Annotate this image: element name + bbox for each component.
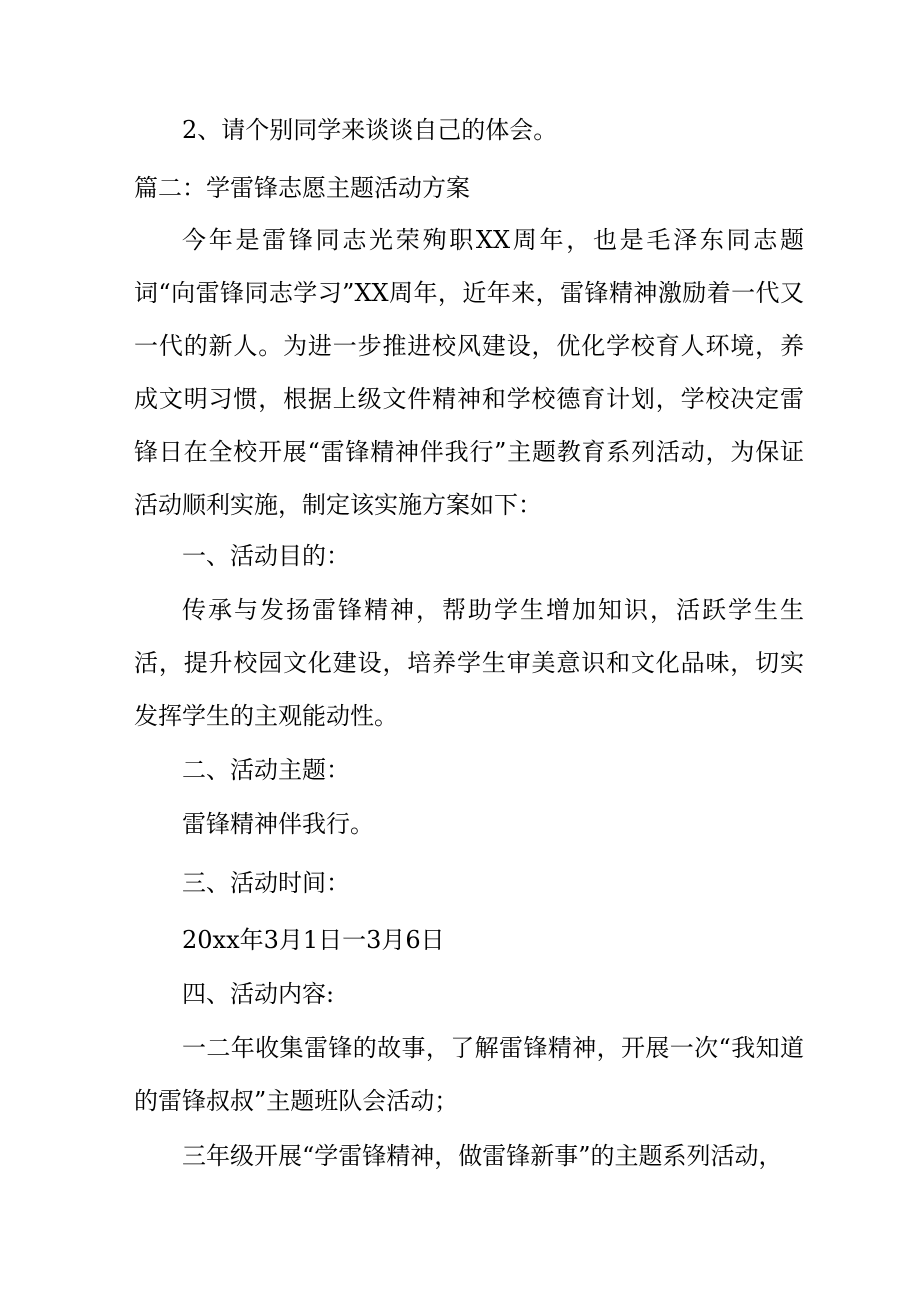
- heading-goal: 一、活动目的：: [182, 542, 350, 570]
- section-title: 篇二：学雷锋志愿主题活动方案: [134, 174, 470, 202]
- time-text: 20xx年3月1日一3月6日: [182, 926, 445, 954]
- theme-text: 雷锋精神伴我行。: [182, 810, 374, 838]
- heading-theme: 二、活动主题：: [182, 756, 350, 784]
- goal-paragraph: 传承与发扬雷锋精神，帮助学生增加知识，活跃学生生活，提升校园文化建设，培养学生审美意识和文化品味，切实发挥学生的主观能动性。: [134, 596, 804, 730]
- content-paragraph-2: 三年级开展“学雷锋精神，做雷锋新事”的主题系列活动，: [182, 1142, 783, 1170]
- heading-content: 四、活动内容:: [182, 980, 335, 1008]
- intro-paragraph: 今年是雷锋同志光荣殉职XX周年，也是毛泽东同志题词“向雷锋同志学习”XX周年，近年来，雷锋精神激励着一代又一代的新人。为进一步推进校风建设，优化学校育人环境，养成文明习惯，根据上级文件精神和学校德育计划，学校决定雷锋日在全校开展“雷锋精神伴我行”主题教育系列活动，为保证活动顺利实施，制定该实施方案如下：: [134, 226, 804, 519]
- content-paragraph-1: 一二年收集雷锋的故事，了解雷锋精神，开展一次“我知道的雷锋叔叔”主题班队会活动；: [134, 1034, 804, 1115]
- list-item-2: 2、请个别同学来谈谈自己的体会。: [182, 116, 558, 144]
- heading-time: 三、活动时间：: [182, 869, 350, 897]
